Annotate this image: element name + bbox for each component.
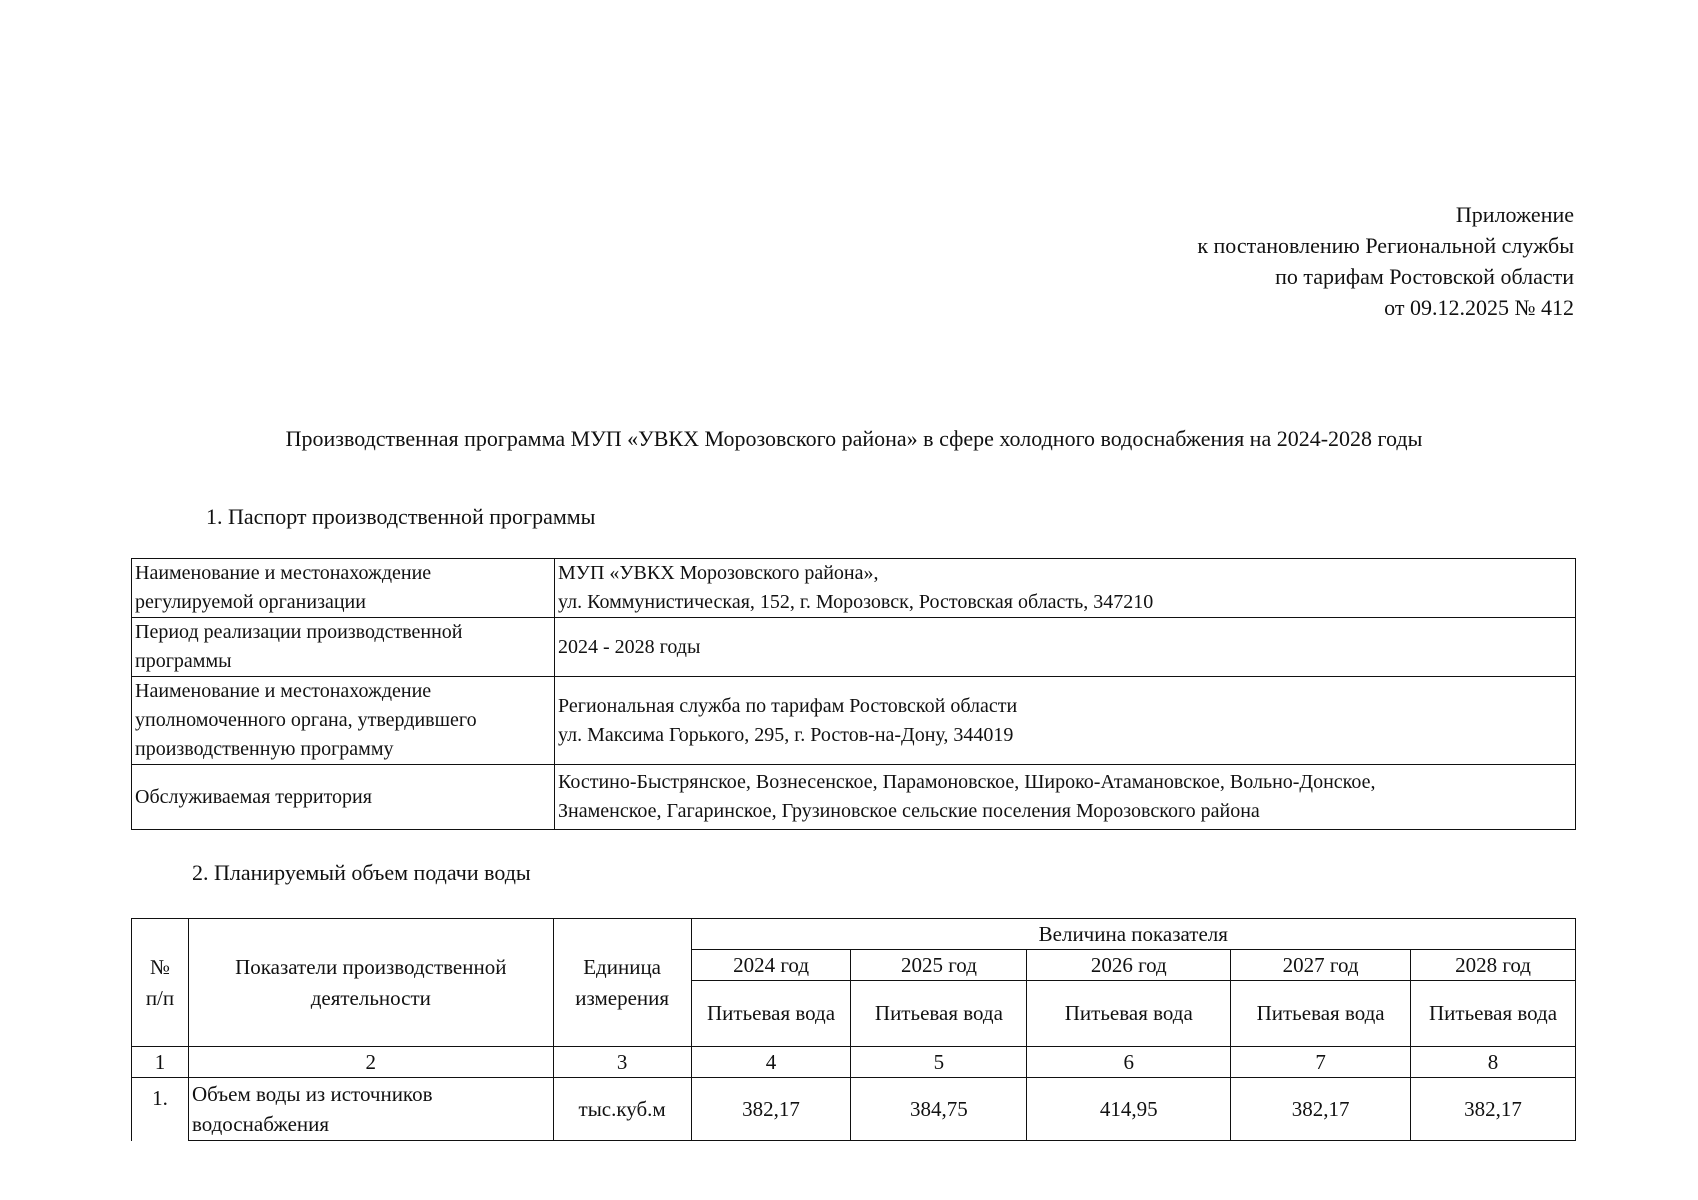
text-line: ул. Коммунистическая, 152, г. Морозовск, Ростовская область, 347210 [558, 591, 1154, 613]
passport-label [132, 677, 555, 765]
passport-label [132, 765, 555, 830]
water-volume-table [131, 918, 1576, 1141]
table-row [132, 559, 1576, 618]
text-line: водоснабжения [191, 1112, 330, 1136]
column-number: 6 [1027, 1047, 1231, 1078]
text-line: ул. Максима Горького, 295, г. Ростов-на-Дону, 344019 [558, 723, 1014, 746]
text-line: деятельности [310, 985, 431, 1010]
appendix-line: от 09.12.2025 № 412 [1384, 295, 1574, 320]
column-number: 4 [691, 1047, 851, 1078]
year-header: 2024 год [691, 950, 851, 981]
year-header: 2028 год [1411, 950, 1576, 981]
unit-cell: тыс.куб.м [553, 1078, 691, 1141]
water-type-header: Питьевая вода [1411, 981, 1576, 1047]
column-number: 7 [1231, 1047, 1411, 1078]
text-line: Объем воды из источников [191, 1082, 433, 1106]
water-type-header: Питьевая вода [1027, 981, 1231, 1047]
passport-value [555, 559, 1576, 618]
text-line: Костино-Быстрянское, Вознесенское, Парамоновское, Широко-Атамановское, Вольно-Донское, [558, 771, 1376, 793]
passport-value [555, 618, 1576, 677]
passport-label [132, 559, 555, 618]
text-line: регулируемой организации [135, 591, 366, 613]
table-header-row [132, 919, 1576, 950]
value-cell: 382,17 [1411, 1078, 1576, 1141]
column-number: 5 [851, 1047, 1027, 1078]
section-1-title: 1. Паспорт производственной программы [206, 504, 596, 529]
text-line: 2024 - 2028 годы [558, 635, 701, 658]
text-line: Показатели производственной [235, 954, 507, 979]
section-2-title: 2. Планируемый объем подачи воды [192, 860, 531, 885]
text-line: измерения [575, 985, 670, 1010]
table-row [132, 618, 1576, 677]
text-line: Наименование и местонахождение [135, 562, 432, 584]
text-line: Период реализации производственной [135, 621, 463, 643]
text-line: уполномоченного органа, утвердившего [135, 709, 477, 731]
passport-label [132, 618, 555, 677]
col-group-value: Величина показателя [691, 919, 1575, 950]
year-header: 2027 год [1231, 950, 1411, 981]
year-header: 2025 год [851, 950, 1027, 981]
appendix-header [1197, 199, 1574, 323]
document-title: Производственная программа МУП «УВКХ Морозовского района» в сфере холодного водоснабжения на 2024-2028 годы [285, 426, 1423, 451]
text-line: Обслуживаемая территория [135, 785, 372, 808]
appendix-line: к постановлению Региональной службы [1197, 233, 1574, 258]
value-cell: 382,17 [1231, 1078, 1411, 1141]
year-header: 2026 год [1027, 950, 1231, 981]
text-line: МУП «УВКХ Морозовского района», [558, 562, 879, 584]
text-line: производственную программу [135, 738, 394, 760]
passport-value [555, 765, 1576, 830]
appendix-line: по тарифам Ростовской области [1275, 264, 1574, 289]
water-type-header: Питьевая вода [851, 981, 1027, 1047]
column-number: 1 [132, 1047, 189, 1078]
table-row [132, 765, 1576, 830]
text-line: Региональная служба по тарифам Ростовской области [558, 694, 1018, 717]
value-cell: 382,17 [691, 1078, 851, 1141]
column-number: 2 [188, 1047, 553, 1078]
appendix-line: Приложение [1455, 202, 1574, 227]
column-number-row [132, 1047, 1576, 1078]
column-number: 8 [1411, 1047, 1576, 1078]
indicator-name [188, 1078, 553, 1141]
table-row [132, 677, 1576, 765]
passport-value [555, 677, 1576, 765]
table-row [132, 1078, 1576, 1141]
text-line: Единица [583, 954, 662, 979]
passport-table [131, 558, 1576, 830]
text-line: Знаменское, Гагаринское, Грузиновское сельские поселения Морозовского района [558, 800, 1260, 822]
water-type-header: Питьевая вода [1231, 981, 1411, 1047]
text-line: Наименование и местонахождение [135, 680, 432, 702]
col-header-unit [553, 919, 691, 1047]
value-cell: 414,95 [1027, 1078, 1231, 1141]
column-number: 3 [553, 1047, 691, 1078]
water-type-header: Питьевая вода [691, 981, 851, 1047]
text-line: программы [135, 650, 232, 672]
text-line: № [149, 954, 170, 979]
col-header-number [132, 919, 189, 1047]
row-number: 1. [132, 1078, 189, 1141]
col-header-indicator [188, 919, 553, 1047]
text-line: п/п [145, 985, 175, 1010]
value-cell: 384,75 [851, 1078, 1027, 1141]
